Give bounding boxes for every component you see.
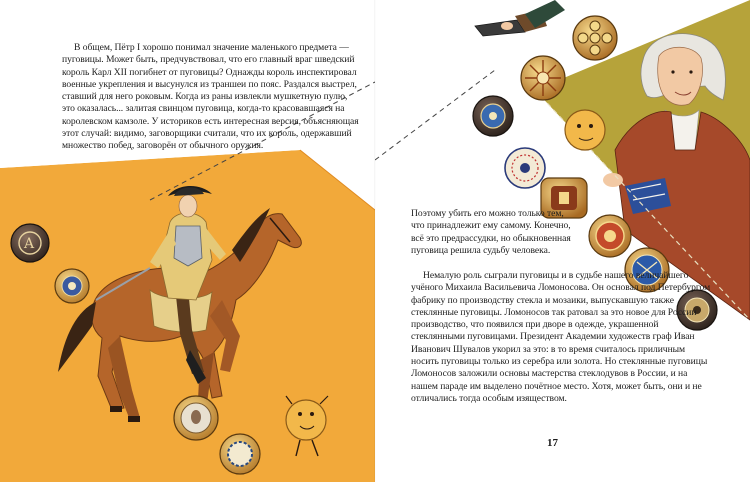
page-number: 17 [547, 437, 558, 449]
right-paragraph-2-text: Немалую роль сыграли пуговицы и в судьбе нашего величайшего учёного Михаила Васильевича Ломоносова. Он основал под Петербургом фабрику по производству стекла и мозаики, выпускавшую также стеклянные пуговицы. Ломоносов так ратовал за это новое для России производство, что появился при дворе в одежде, украшенной стеклянными пуговицами. Президент Академии художеств граф Иван Иванович Шувалов укорил за это: в то время считалось приличным носить пуговицы только из серебра или золота. Но стеклянные пуговицы Ломоносов заложили основы мастерства стеклодувов в России, и на нашем параде им выделено почётное место. Хотя, может быть, они и не отличались тогда особым изяществом. [411, 270, 711, 404]
pistol-illustration [475, 0, 565, 36]
right-paragraph-1 [411, 208, 571, 257]
right-paragraph-2 [411, 270, 711, 405]
left-paragraph-text: В общем, Пётр I хорошо понимал значение маленького предмета — пуговицы. Может быть, предчувствовал, что его главный враг шведский король Карл XII погибнет от пуговицы? Однажды король инспектировал военные укрепления и высунулся из траншеи по пояс. Раздался выстрел, ставший для него роковым. Когда из раны извлекли мушкетную пулю, это оказалась... залитая свинцом пуговица, когда-то красовавшаяся на королевском камзоле. У историков есть интересная версия, объясняющая этот случай: видимо, заговорщики считали, что их король, одержавший множество побед, заговорён от обычного оружия. [62, 42, 359, 152]
left-paragraph [62, 42, 362, 153]
right-page [375, 0, 750, 482]
svg-text:A: A [24, 236, 35, 252]
right-paragraph-1-text: Поэтому убить его можно только тем, что принадлежит ему самому. Конечно, всё это предрассудки, но обыкновенная пуговица решила судьбу человека. [411, 208, 571, 256]
